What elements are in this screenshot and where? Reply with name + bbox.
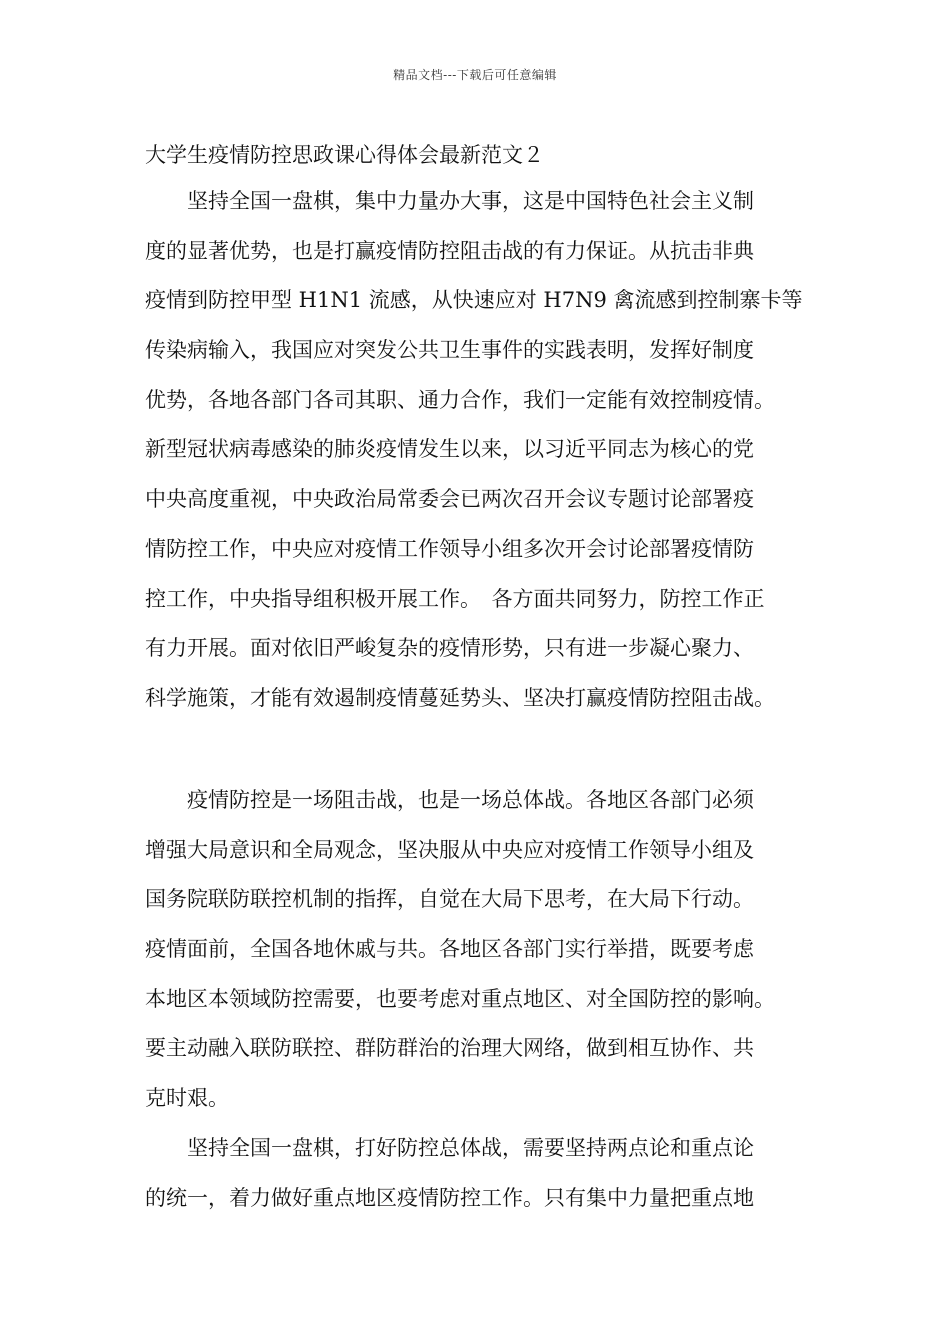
paragraph-2 [145, 785, 825, 1133]
text-line: 新型冠状病毒感染的肺炎疫情发生以来，以习近平同志为核心的党 [145, 437, 754, 462]
text-line: 科学施策，才能有效遏制疫情蔓延势头、坚决打赢疫情防控阻击战。 [145, 685, 775, 710]
text-line: 坚持全国一盘棋，集中力量办大事，这是中国特色社会主义制 [145, 189, 754, 213]
text-line: 情防控工作，中央应对疫情工作领导小组多次开会讨论部署疫情防 [145, 536, 754, 561]
text-line: 要主动融入联防联控、群防群治的治理大网络，做到相互协作、共 [145, 1036, 754, 1061]
text-line: 有力开展。面对依旧严峻复杂的疫情形势，只有进一步凝心聚力、 [145, 636, 754, 661]
text-line: 坚持全国一盘棋，打好防控总体战，需要坚持两点论和重点论 [145, 1136, 754, 1160]
text-line: 控工作，中央指导组积极开展工作。 各方面共同努力，防控工作正 [145, 586, 765, 611]
text-line: 的统一，着力做好重点地区疫情防控工作。只有集中力量把重点地 [145, 1185, 754, 1210]
text-line: 中央高度重视，中央政治局常委会已两次召开会议专题讨论部署疫 [145, 487, 754, 512]
text-line: 克时艰。 [145, 1086, 229, 1111]
document-title: 大学生疫情防控思政课心得体会最新范文２ [145, 143, 544, 167]
text-line: 传染病输入，我国应对突发公共卫生事件的实践表明，发挥好制度 [145, 338, 754, 363]
page-header: 精品文档---下载后可任意编辑 [393, 68, 557, 82]
text-line: 疫情面前，全国各地休戚与共。各地区各部门实行举措，既要考虑 [145, 937, 754, 962]
text-line: 本地区本领域防控需要，也要考虑对重点地区、对全国防控的影响。 [145, 986, 775, 1011]
paragraph-1 [145, 186, 825, 733]
text-line: 增强大局意识和全局观念，坚决服从中央应对疫情工作领导小组及 [145, 837, 754, 862]
text-line: 优势，各地各部门各司其职、通力合作，我们一定能有效控制疫情。 [145, 387, 775, 412]
text-line: 度的显著优势，也是打赢疫情防控阻击战的有力保证。从抗击非典 [145, 238, 754, 263]
paragraph-3 [145, 1133, 825, 1232]
text-line: 疫情到防控甲型 H1N1 流感，从快速应对 H7N9 禽流感到控制寨卡等 [145, 288, 803, 313]
text-line: 国务院联防联控机制的指挥，自觉在大局下思考，在大局下行动。 [145, 887, 754, 912]
text-line: 疫情防控是一场阻击战，也是一场总体战。各地区各部门必须 [145, 788, 754, 812]
